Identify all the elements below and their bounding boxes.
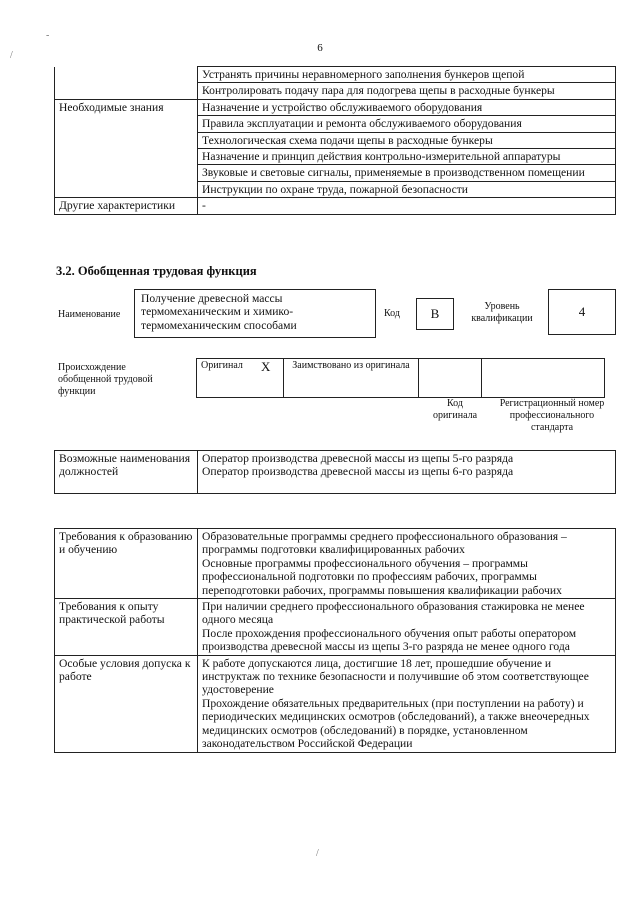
row-text: Правила эксплуатации и ремонта обслуживаемого оборудования	[198, 116, 616, 132]
positions-table	[54, 450, 616, 494]
requirement-paragraph: После прохождения профессионального обучения опыт работы оператором производства древесной массы из щепы 3-го разряда не менее одного года	[202, 626, 577, 654]
requirement-label: Особые условия допуска к работе	[55, 655, 198, 752]
requirement-paragraph: Основные программы профессионального обучения – программы профессиональной подготовки по профессиям рабочих, программы переподготовки рабочих, программы повышения квалификации рабочих	[202, 556, 562, 597]
origin-table	[196, 358, 605, 398]
original-label: Оригинал	[197, 359, 258, 398]
table-row	[55, 198, 616, 214]
level-value-box: 4	[548, 289, 616, 335]
margin-mark: -	[46, 30, 50, 41]
requirement-paragraph: Образовательные программы среднего профессионального образования – программы подготовки квалифицированных рабочих	[202, 530, 567, 557]
row-label	[55, 149, 198, 165]
table-row	[55, 67, 616, 83]
reg-number-caption: Регистрационный номер профессионального стандарта	[499, 398, 605, 433]
borrowed-label: Заимствовано из оригинала	[284, 359, 419, 398]
table-row	[55, 165, 616, 181]
code-value-box: B	[416, 298, 454, 330]
table-row	[55, 451, 616, 494]
row-text: Контролировать подачу пара для подогрева щепы в расходные бункеры	[198, 83, 616, 99]
level-label: Уровень квалификации	[471, 301, 533, 324]
row-text: Назначение и принцип действия контрольно-измерительной аппаратуры	[198, 149, 616, 165]
skills-knowledge-table	[54, 66, 616, 215]
positions-label: Возможные наименования должностей	[55, 451, 198, 494]
requirement-label: Требования к опыту практической работы	[55, 599, 198, 656]
table-row	[55, 149, 616, 165]
name-label: Наименование	[58, 309, 121, 320]
table-row	[55, 132, 616, 148]
origin-label: Происхождение обобщенной трудовой функции	[58, 362, 153, 397]
row-text: -	[198, 198, 616, 214]
reg-number-cell	[482, 359, 605, 398]
row-text: Инструкции по охране труда, пожарной безопасности	[198, 181, 616, 197]
code-label: Код	[384, 308, 400, 319]
table-row	[55, 116, 616, 132]
requirement-paragraph: К работе допускаются лица, достигшие 18 лет, прошедшие обучение и инструктаж по технике безопасности и получившие об этом соответствующее удостоверение	[202, 656, 589, 697]
bottom-mark: /	[316, 848, 319, 859]
requirement-paragraph: Прохождение обязательных предварительных (при поступлении на работу) и периодических медицинских осмотров (обследований), а также внеочередных медицинских осмотров (обследований) в порядке, установленном законодательством Российской Федерации	[202, 696, 590, 751]
row-label	[55, 165, 198, 181]
table-row	[55, 83, 616, 99]
table-row	[55, 181, 616, 197]
requirements-table	[54, 528, 616, 753]
table-row	[55, 655, 616, 752]
row-label	[55, 67, 198, 83]
original-mark: X	[257, 359, 284, 398]
requirement-paragraph: При наличии среднего профессионального образования стажировка не менее одного месяца	[202, 600, 585, 627]
table-row	[55, 599, 616, 656]
row-label	[55, 132, 198, 148]
margin-mark: /	[10, 50, 13, 61]
page-number: 6	[317, 42, 323, 54]
row-label	[55, 116, 198, 132]
row-label: Необходимые знания	[55, 99, 198, 115]
code-original-caption: Код оригинала	[432, 398, 478, 421]
function-name-box: Получение древесной массы термомеханическим и химико-термомеханическим способами	[134, 289, 376, 338]
row-label	[55, 83, 198, 99]
requirement-label: Требования к образованию и обучению	[55, 529, 198, 599]
row-text: Устранять причины неравномерного заполнения бункеров щепой	[198, 67, 616, 83]
row-text: Звуковые и световые сигналы, применяемые в производственном помещении	[198, 165, 616, 181]
code-original-cell	[419, 359, 482, 398]
row-label	[55, 181, 198, 197]
table-row	[55, 99, 616, 115]
table-row	[55, 529, 616, 599]
section-title: 3.2. Обобщенная трудовая функция	[56, 264, 257, 278]
row-text: Технологическая схема подачи щепы в расходные бункеры	[198, 132, 616, 148]
position-item: Оператор производства древесной массы из щепы 5-го разряда	[202, 452, 514, 465]
row-text: Назначение и устройство обслуживаемого оборудования	[198, 99, 616, 115]
position-item: Оператор производства древесной массы из щепы 6-го разряда	[202, 465, 514, 479]
row-label: Другие характеристики	[55, 198, 198, 214]
